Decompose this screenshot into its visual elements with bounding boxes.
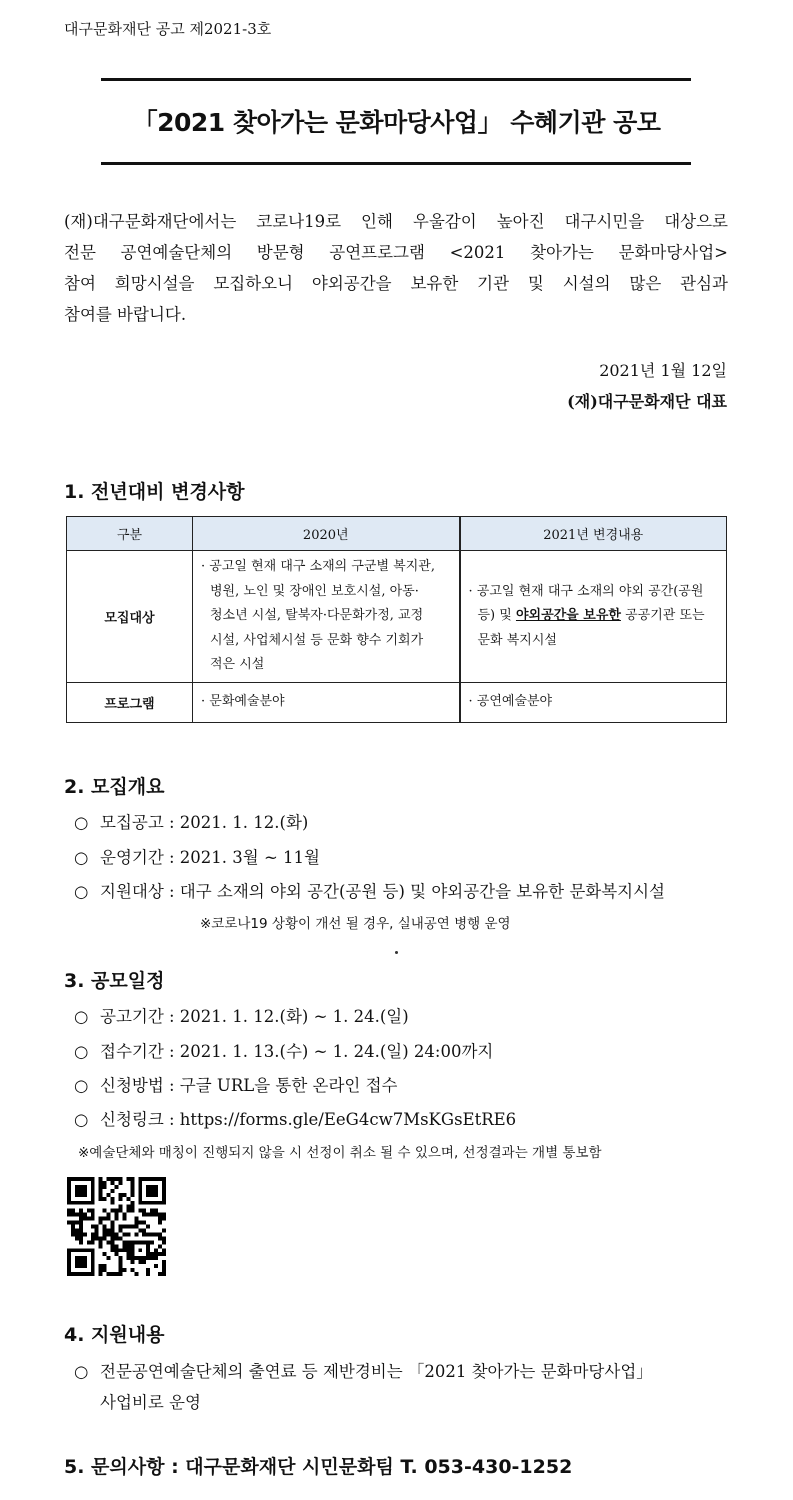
cell-line: · 공고일 현재 대구 소재의 야외 공간(공원 [468, 583, 704, 599]
list-item-text: 사업비로 운영 [100, 1393, 201, 1412]
document-title: 「2021 찾아가는 문화마당사업」 수혜기관 공모 [132, 108, 661, 137]
circle-bullet-icon: ○ [74, 1042, 89, 1061]
cell-line: 시설, 사업체시설 등 문화 향수 기회가 [210, 632, 424, 648]
intro-line: 참여 희망시설을 모집하오니 야외공간을 보유한 기관 및 시설의 많은 관심과 [64, 274, 728, 293]
cell-line [469, 604, 719, 629]
section-heading-overview: 2. 모집개요 [64, 776, 165, 798]
circle-bullet-icon: ○ [74, 1110, 89, 1129]
cell-line: 병원, 노인 및 장애인 보호시설, 아동· [210, 583, 419, 599]
section3-note: ※예술단체와 매칭이 진행되지 않을 시 선정이 취소 될 수 있으며, 선정결과는 개별 통보함 [78, 1145, 602, 1161]
list-item [74, 1072, 397, 1096]
cell-2020-program: · 문화예술분야 [193, 683, 460, 723]
intro-line: (재)대구문화재단에서는 코로나19로 인해 우울감이 높아진 대구시민을 대상으로 [64, 212, 728, 231]
list-item [74, 1003, 409, 1027]
list-item [74, 1356, 734, 1418]
section-heading-support: 4. 지원내용 [64, 1324, 165, 1346]
table-row [67, 551, 727, 683]
notice-date: 2021년 1월 12일 [599, 361, 727, 380]
list-item-text: 지원대상 : 대구 소재의 야외 공간(공원 등) 및 야외공간을 보유한 문화복지시설 [100, 882, 665, 901]
section-heading-schedule: 3. 공모일정 [64, 970, 165, 992]
application-link: 신청링크 : https://forms.gle/EeG4cw7MsKGsEtRE6 [100, 1110, 517, 1129]
intro-line: 참여를 바랍니다. [64, 305, 187, 324]
list-item [74, 844, 320, 868]
circle-bullet-icon: ○ [74, 848, 89, 867]
circle-bullet-icon: ○ [74, 813, 89, 832]
list-item-text: 모집공고 : 2021. 1. 12.(화) [100, 813, 309, 832]
table-header-2021: 2021년 변경내용 [460, 517, 727, 551]
circle-bullet-icon: ○ [74, 1076, 89, 1095]
table-header-2020: 2020년 [193, 517, 460, 551]
emphasized-text: 야외공간을 보유한 [515, 608, 621, 624]
circle-bullet-icon: ○ [74, 1362, 89, 1381]
qr-code-icon [67, 1177, 166, 1276]
changes-table [66, 516, 727, 723]
intro-paragraph [64, 206, 728, 330]
section-heading-changes: 1. 전년대비 변경사항 [64, 481, 245, 503]
cell-line: · 공고일 현재 대구 소재의 구군별 복지관, [201, 559, 435, 575]
intro-line: 전문 공연예술단체의 방문형 공연프로그램 <2021 찾아가는 문화마당사업> [64, 243, 728, 262]
cell-line: 청소년 시설, 탈북자·다문화가정, 교정 [210, 608, 424, 624]
contact-info: 5. 문의사항 : 대구문화재단 시민문화팀 T. 053-430-1252 [64, 1456, 573, 1478]
list-item-text: 공고기간 : 2021. 1. 12.(화) ~ 1. 24.(일) [100, 1007, 409, 1026]
circle-bullet-icon: ○ [74, 882, 89, 901]
notice-number: 대구문화재단 공고 제2021-3호 [64, 20, 272, 38]
list-item [74, 1038, 493, 1062]
table-header-row [67, 517, 727, 551]
row-label-program: 프로그램 [67, 683, 193, 723]
issuer-name: (재)대구문화재단 대표 [567, 392, 727, 411]
list-item-text: 신청방법 : 구글 URL을 통한 온라인 접수 [100, 1076, 398, 1095]
list-item [74, 809, 308, 833]
row-label-recruit-target: 모집대상 [67, 551, 193, 683]
list-item-text: 운영기간 : 2021. 3월 ~ 11월 [100, 848, 320, 867]
section2-note: ※코로나19 상황이 개선 될 경우, 실내공연 병행 운영 [200, 916, 511, 932]
stray-dot [395, 951, 398, 954]
cell-line: 적은 시설 [210, 657, 265, 673]
cell-line: 문화 복지시설 [477, 632, 557, 648]
cell-text: 공공기관 또는 [620, 608, 705, 624]
title-bottom-rule [101, 162, 691, 165]
table-row [67, 683, 727, 723]
cell-2021-program: · 공연예술분야 [460, 683, 727, 723]
cell-2021-target [460, 551, 727, 683]
cell-2020-target [193, 551, 460, 683]
cell-text: 등) 및 [477, 608, 516, 624]
list-item-text: 전문공연예술단체의 출연료 등 제반경비는 「2021 찾아가는 문화마당사업」 [100, 1362, 653, 1381]
list-item [74, 1106, 516, 1130]
list-item-text: 접수기간 : 2021. 1. 13.(수) ~ 1. 24.(일) 24:00까지 [100, 1042, 494, 1061]
table-header-category: 구분 [67, 517, 193, 551]
list-item [74, 878, 665, 902]
circle-bullet-icon: ○ [74, 1007, 89, 1026]
title-top-rule [101, 78, 691, 81]
